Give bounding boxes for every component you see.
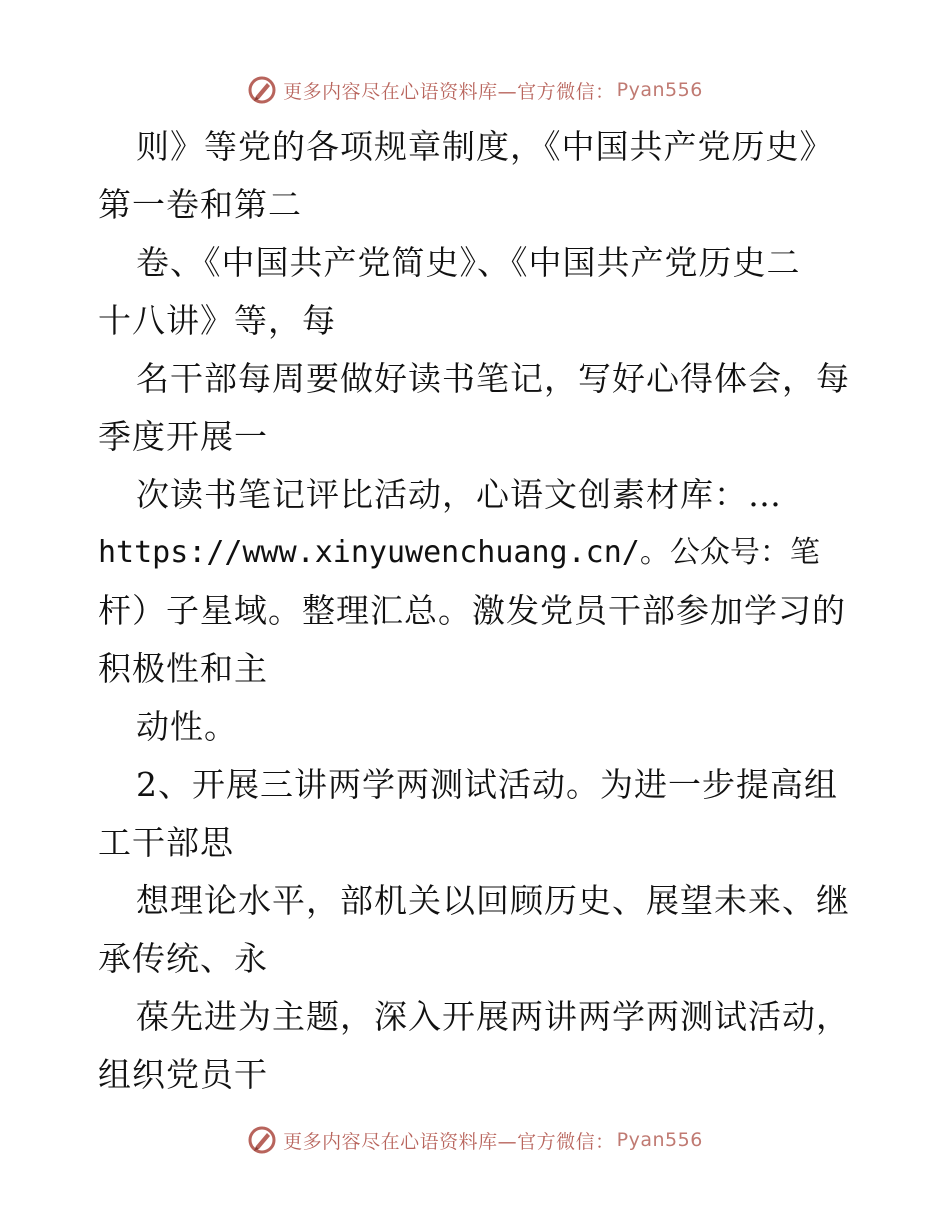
text-line: 工干部思 xyxy=(98,823,234,862)
text-line: 承传统、永 xyxy=(98,939,268,978)
document-body xyxy=(98,118,868,1104)
pen-circle-icon xyxy=(247,1125,277,1155)
watermark-contact: Pyan556 xyxy=(616,79,703,101)
text-line: 第一卷和第二 xyxy=(98,185,302,224)
text-line: 十八讲》等，每 xyxy=(98,301,336,340)
watermark-contact: Pyan556 xyxy=(616,1129,703,1151)
header-watermark xyxy=(0,70,950,110)
text-line: 卷、《中国共产党简史》、《中国共产党历史二 xyxy=(136,243,801,282)
text-line: 则》等党的各项规章制度，《中国共产党历史》 xyxy=(136,127,834,166)
text-line: 季度开展一 xyxy=(98,417,268,456)
text-line: 想理论水平，部机关以回顾历史、展望未来、继 xyxy=(136,881,850,920)
text-line: 组织党员干 xyxy=(98,1055,268,1094)
text-line: 名干部每周要做好读书笔记，写好心得体会，每 xyxy=(136,359,850,398)
text-line: 积极性和主 xyxy=(98,649,268,688)
text-line: 杆）子星域。整理汇总。激发党员干部参加学习的 xyxy=(98,591,846,630)
text-line: 动性。 xyxy=(136,707,238,746)
footer-watermark xyxy=(0,1120,950,1160)
url-line: https://www.xinyuwenchuang.cn/。公众号：笔 xyxy=(98,535,820,570)
watermark-text: 更多内容尽在心语资料库—官方微信： xyxy=(283,80,615,103)
pen-circle-icon xyxy=(247,75,277,105)
watermark-text: 更多内容尽在心语资料库—官方微信： xyxy=(283,1130,615,1153)
text-line: 次读书笔记评比活动，心语文创素材库：… xyxy=(136,475,782,514)
text-line: 葆先进为主题，深入开展两讲两学两测试活动， xyxy=(136,997,850,1036)
text-line: 2、开展三讲两学两测试活动。为进一步提高组 xyxy=(136,765,838,804)
